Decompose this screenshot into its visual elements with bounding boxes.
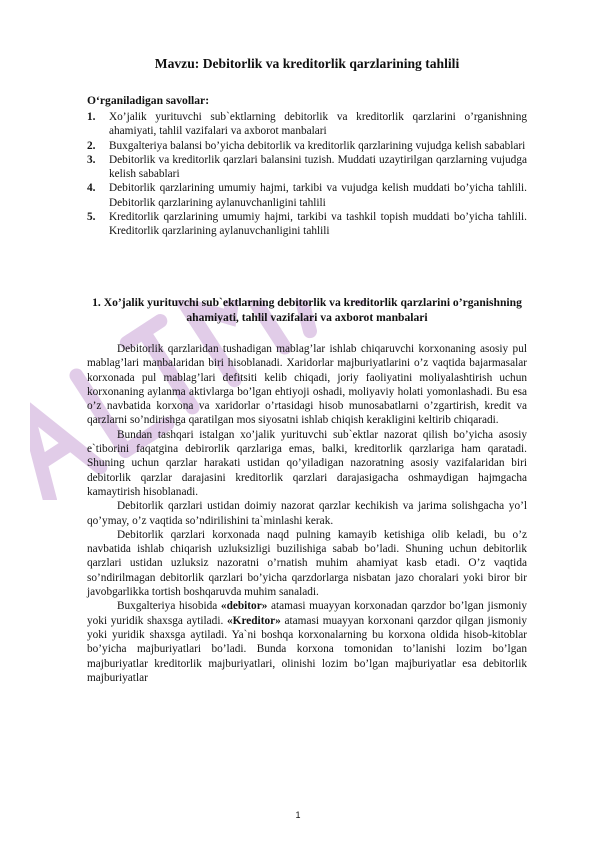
list-number: 4. bbox=[87, 182, 96, 195]
page-title: Mavzu: Debitorlik va kreditorlik qarzlarining tahlili bbox=[154, 56, 460, 71]
list-number: 3. bbox=[87, 153, 96, 166]
list-number: 2. bbox=[87, 139, 96, 152]
list-text: Debitorlik qarzlarining umumiy hajmi, tarkibi va vujudga kelish muddati bo’yicha tahlili. Debitorlik qarzlarining aylanuvchanligini tahlili bbox=[109, 182, 527, 209]
list-text: Debitorlik va kreditorlik qarzlari balansini tuzish. Muddati uzaytirilgan qarzlarning vujudga kelish sabablari bbox=[109, 153, 527, 181]
list-item bbox=[87, 110, 527, 139]
list-number: 1. bbox=[87, 111, 96, 123]
section-heading: 1. Xo’jalik yurituvchi sub`ektlarning debitorlik va kreditorlik qarzlarini o’rganishning ahamiyati, tahlil vazifalari va axborot manbalari bbox=[92, 296, 522, 324]
list-item bbox=[87, 210, 527, 239]
questions-heading: O‘rganiladigan savollar: bbox=[87, 94, 210, 107]
term-debitor: «debitor» bbox=[220, 600, 268, 613]
paragraph: Debitorlik qarzlari ustidan doimiy nazorat qarzlar kechikish va jarima solishgacha yo’l qo’ymay, o’z vaqtida so’ndirilishini ta`minlashi kerak. bbox=[87, 500, 527, 527]
list-text: Buxgalteriya balansi bo’yicha debitorlik va kreditorlik qarzlarining vujudga kelish sabablari bbox=[109, 139, 526, 152]
paragraph-part: Buxgalteriya hisobida bbox=[117, 600, 221, 613]
paragraph: Bundan tashqari istalgan xo’jalik yurituvchi sub`ektlar nazorat qilish bo’yicha asosiy e`tiborini faqatgina debirorlik qarzlariga emas, balki, kreditorlik qarzlariga ham qaratadi. Shuning uchun qarzlar harakati ustidan qo’yiladigan nazoratning asosiy vazifalaridan biri debitorlik qarzlar darajasini kreditorlik qarzlari darajasigacha oshmaydigan hajmgacha kamaytirish hisoblanadi. bbox=[87, 428, 527, 498]
paragraph bbox=[87, 599, 527, 685]
paragraph: Debitorlik qarzlari korxonada naqd pulning kamayib ketishiga olib keladi, bu o’z navbatida ishlab chiqarish uzluksizligi buzilishiga sabab bo’ladi. Shuning uchun debitorlik qarzlari ustidan uzluksiz nazoratni o’rnatish muhim ahamiyat kasb etadi. O’z vaqtida so’ndirilmagan debitorlik qarzlari bo’yicha qarzdorlarga nisbatan jazo choralari yoki biror bir javobgarlikka tortish boshqaruvda muhim sanaladi. bbox=[87, 528, 527, 599]
list-text: Kreditorlik qarzlarining umumiy hajmi, tarkibi va tashkil topish muddati bo’yicha tahlili. Kreditorlik qarzlarining aylanuvchanligini tahlili bbox=[109, 211, 527, 238]
term-kreditor: «Kreditor» bbox=[227, 614, 281, 627]
paragraph: Debitorlik qarzlaridan tushadigan mablag’lar ishlab chiqaruvchi korxonaning asosiy pul mablag’lari manbalaridan biri hisoblanadi. Xaridorlar majburiyatlarini o’z vaqtida bajarmasalar korxonada pul mablag’lari defitsiti kelib chiqadi, joriy faoliyatini moliyalashtirish uchun korxonaning aylanma aktivlarga bo’lgan ehtiyoji oshadi, moliyaviy holati yomonlashadi. Bu esa o’z navbatida korxona va xaridorlar o’rtasidagi hisob munosabatlarni o’zgartirish, kredit va qarzlarni so’ndirishga qaratilgan mos siyosatni ishlab chiqish kerakligini keltirib chiqaradi. bbox=[87, 343, 527, 427]
paragraph-part: atamasi muayyan korxonadan qarzdor bo’lgan jismoniy yoki yuridik shaxsga aytiladi. bbox=[87, 600, 527, 627]
questions-list bbox=[87, 110, 527, 239]
paragraph-part: atamasi muayyan korxonani qarzdor qilgan jismoniy yoki yuridik shaxsga aytiladi. Ya`ni boshqa korxonalarning bu korxona oldida hisob-kitoblar bo’yicha majburiyatlari bo’ladi. Bunda korxona tomonidan to’lanishi lozim bo’lgan majburiyatlar kreditorlik majburiyatlari, olinishi lozim bo’lgan majburiyatlar esa debitorlik majburiyatlar bbox=[87, 614, 528, 684]
list-item bbox=[87, 139, 527, 153]
list-text: Xo’jalik yurituvchi sub`ektlarning debitorlik va kreditorlik qarzlarini o’rganishning ahamiyati, tahlil vazifalari va axborot manbalari bbox=[109, 111, 527, 138]
list-number: 5. bbox=[87, 211, 96, 224]
list-item bbox=[87, 181, 527, 210]
body-text bbox=[87, 342, 527, 685]
page-number: 1 bbox=[295, 810, 301, 820]
list-item bbox=[87, 153, 527, 182]
